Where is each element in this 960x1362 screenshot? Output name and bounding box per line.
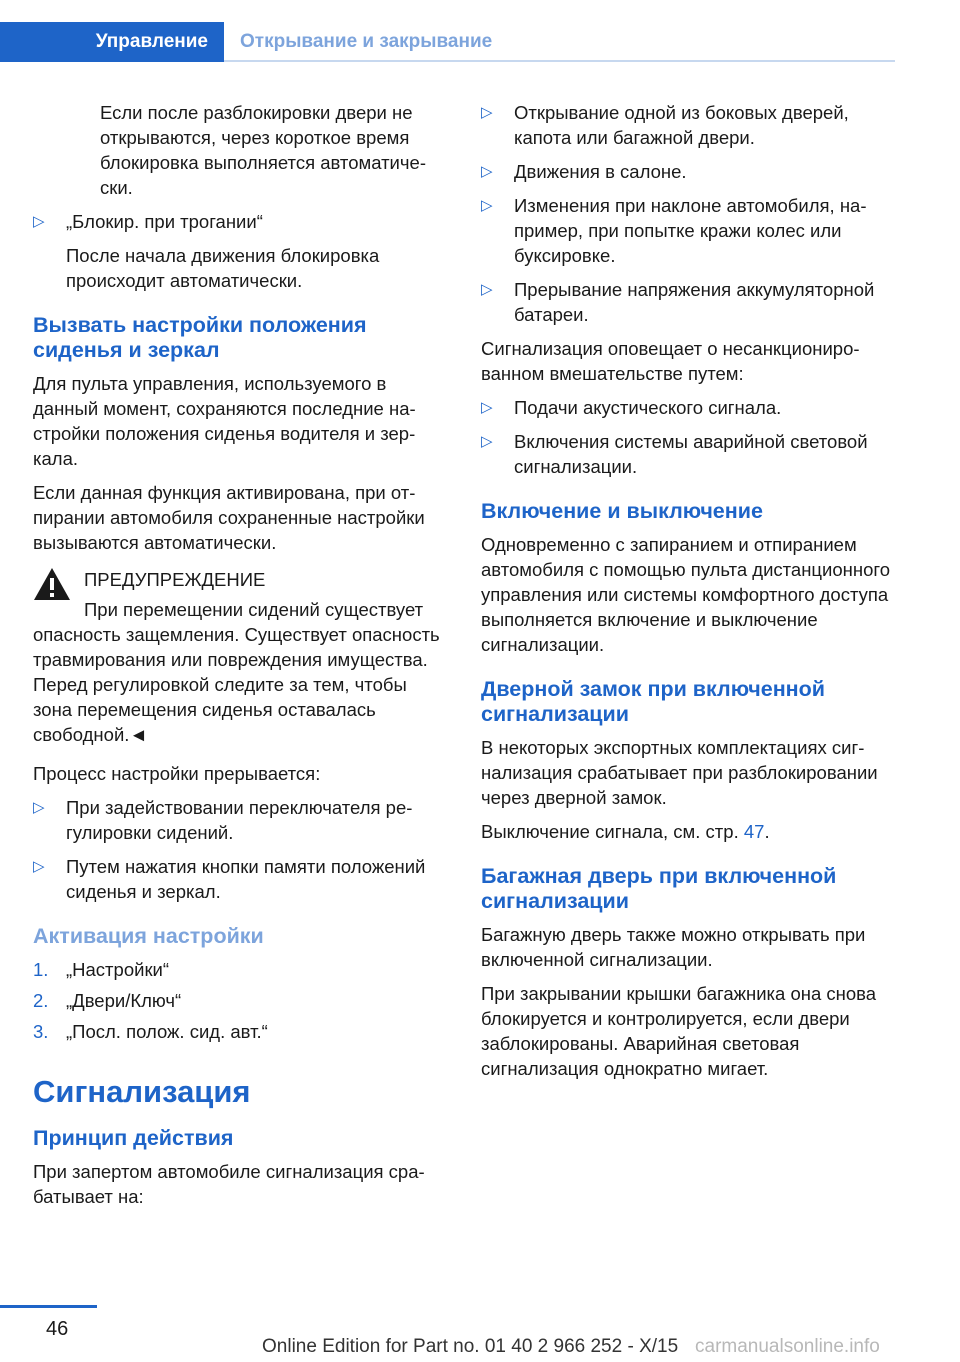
watermark: carmanualsonline.info (695, 1336, 880, 1357)
list-item (481, 193, 895, 268)
step-text: „Двери/Ключ“ (66, 990, 182, 1011)
tab-controls-label: Управление (95, 31, 208, 52)
paragraph: Одновременно с запиранием и отпиранием автомобиля с помощью пульта дистанционного управления или системы комфортного доступа выполняется включение и выключение сигнализации. (481, 534, 890, 655)
list-item (33, 209, 448, 293)
list-item-body: После начала движения блокировка происходит автоматически. (66, 245, 380, 291)
list-item-text: Прерывание напряжения аккумуляторной батареи. (514, 279, 875, 325)
step-item (33, 988, 448, 1013)
step-item (33, 957, 448, 982)
triangle-right-icon: ▷ (33, 858, 45, 875)
page-number: 46 (46, 1318, 69, 1340)
warning-triangle-icon (33, 567, 71, 601)
list-item (33, 795, 448, 845)
triangle-right-icon: ▷ (481, 104, 493, 121)
paragraph: Багажную дверь также можно открывать при включенной сигнализации. (481, 924, 866, 970)
step-text: „Посл. полож. сид. авт.“ (66, 1021, 268, 1042)
page-link[interactable]: 47 (743, 821, 765, 842)
list-item-text: Включения системы аварийной световой сигнализации. (514, 431, 868, 477)
step-text: „Настройки“ (66, 959, 170, 980)
heading-activate-setting: Активация настройки (33, 924, 264, 948)
paragraph-reference (481, 819, 895, 844)
paragraph: Если после разблокировки двери не открываются, через короткое время блокировка выполняется автоматически. (100, 102, 426, 198)
warning-text-rest: опасность защемления. Существует опасность травмирования или повреждения имущества. Перед регулировкой следите за тем, чтобы зона перемещения сиденья оставалась свободной.◄ (33, 624, 440, 745)
list-item (481, 429, 895, 479)
list-item-text: Открывание одной из боковых дверей, капота или багажной двери. (514, 102, 849, 148)
list-item-text: При задействовании переключателя регулировки сидений. (66, 797, 413, 843)
step-number: 1. (33, 959, 49, 980)
warning-text-first: При перемещении сидений существует (84, 599, 424, 620)
triangle-right-icon: ▷ (481, 399, 493, 416)
list-item (481, 100, 895, 150)
warning-title: ПРЕДУПРЕЖДЕНИЕ (84, 569, 266, 590)
paragraph: В некоторых экспортных комплектациях сигнализация срабатывает при разблокировании через дверной замок. (481, 737, 878, 808)
triangle-right-icon: ▷ (481, 281, 493, 298)
heading-door-lock: Дверной замок при включенной сигнализации (481, 677, 826, 726)
triangle-right-icon: ▷ (33, 213, 45, 230)
heading-on-off: Включение и выключение (481, 499, 763, 523)
header-tabbar (0, 22, 895, 62)
paragraph: Процесс настройки прерывается: (33, 763, 321, 784)
triangle-right-icon: ▷ (481, 163, 493, 180)
list-item-text: Путем нажатия кнопки памяти положений сиденья и зеркал. (66, 856, 426, 902)
paragraph: Для пульта управления, используемого в данный момент, сохраняются последние настройки положения сиденья водителя и зеркала. (33, 373, 416, 469)
list-item (481, 159, 895, 184)
step-number: 2. (33, 990, 49, 1011)
triangle-right-icon: ▷ (481, 197, 493, 214)
list-item-text: Подачи акустического сигнала. (514, 397, 782, 418)
triangle-right-icon: ▷ (33, 799, 45, 816)
warning-block (33, 567, 448, 747)
heading-memory-settings: Вызвать настройки положения сиденья и зеркал (33, 313, 367, 362)
header-divider (224, 60, 895, 62)
left-column (33, 100, 448, 1218)
footer-divider (0, 1305, 97, 1308)
triangle-right-icon: ▷ (481, 433, 493, 450)
edition-info: Online Edition for Part no. 01 40 2 966 252 - X/15 (262, 1336, 679, 1357)
list-item (481, 277, 895, 327)
reference-end: . (764, 821, 770, 842)
list-item (481, 395, 895, 420)
list-item-title: „Блокир. при трогании“ (66, 211, 263, 232)
paragraph: При запертом автомобиле сигнализация срабатывает на: (33, 1161, 425, 1207)
step-number: 3. (33, 1021, 49, 1042)
list-item (33, 854, 448, 904)
reference-text: Выключение сигнала, см. стр. (481, 821, 739, 842)
list-item-text: Движения в салоне. (514, 161, 687, 182)
list-item-text: Изменения при наклоне автомобиля, например, при попытке кражи колес или буксировке. (514, 195, 867, 266)
heading-alarm-system: Сигнализация (33, 1074, 251, 1109)
paragraph: Если данная функция активирована, при отпирании автомобиля сохраненные настройки вызываются автоматически. (33, 482, 425, 553)
tab-controls[interactable] (0, 22, 224, 62)
heading-principle: Принцип действия (33, 1126, 234, 1150)
paragraph: При закрывании крышки багажника она снова блокируется и контролируется, если двери заблокированы. Аварийная световая сигнализация однократно мигает. (481, 983, 877, 1079)
right-column (481, 100, 895, 1090)
paragraph: Сигнализация оповещает о несанкционированном вмешательстве путем: (481, 338, 860, 384)
step-item (33, 1019, 448, 1044)
heading-trunk: Багажная дверь при включенной сигнализации (481, 864, 837, 913)
tab-opening-closing[interactable]: Открывание и закрывание (240, 31, 493, 52)
